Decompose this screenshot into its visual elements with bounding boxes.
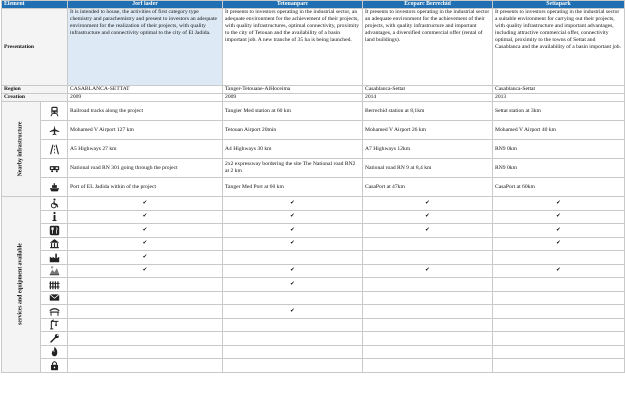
empty-cell <box>68 359 223 373</box>
infrastructure-row <box>2 178 625 197</box>
check-mark: ✔ <box>223 264 363 278</box>
empty-cell <box>363 305 493 319</box>
infrastructure-row <box>2 102 625 121</box>
empty-cell <box>68 291 223 305</box>
check-mark: ✔ <box>363 264 493 278</box>
highway-icon <box>49 144 60 155</box>
region-label: Region <box>2 86 68 94</box>
service-row <box>2 224 625 238</box>
restaurant-icon <box>41 224 68 238</box>
service-row <box>2 345 625 359</box>
check-mark: ✔ <box>68 210 223 224</box>
infrastructure-value: Tanger Med Port at 60 km <box>223 178 363 197</box>
header-project-ecoparc-berrechid: Ecoparc Berrechid <box>363 1 493 9</box>
region-value: Casablanca-Settat <box>363 86 493 94</box>
check-mark: ✔ <box>68 237 223 251</box>
service-row <box>2 264 625 278</box>
factory-icon <box>49 252 60 263</box>
airplane-icon <box>49 125 60 136</box>
creation-value: 2013 <box>493 94 625 102</box>
factory-icon <box>41 251 68 265</box>
empty-cell <box>493 318 625 332</box>
infrastructure-label <box>2 102 41 197</box>
bank-icon <box>41 237 68 251</box>
check-mark: ✔ <box>493 264 625 278</box>
region-value: Casablanca-Settat <box>493 86 625 94</box>
empty-cell <box>493 305 625 319</box>
ship-icon <box>49 182 60 193</box>
empty-cell <box>493 278 625 292</box>
check-mark: ✔ <box>363 210 493 224</box>
service-row <box>2 210 625 224</box>
empty-cell <box>68 278 223 292</box>
road-icon <box>49 163 60 174</box>
empty-cell <box>68 345 223 359</box>
empty-cell <box>223 345 363 359</box>
service-row <box>2 332 625 346</box>
check-mark: ✔ <box>68 197 223 211</box>
check-mark: ✔ <box>493 237 625 251</box>
information-icon <box>41 210 68 224</box>
check-mark: ✔ <box>223 278 363 292</box>
fire-icon <box>41 345 68 359</box>
header-project-tetouanparc: Tetouanparc <box>223 1 363 9</box>
check-mark: ✔ <box>493 210 625 224</box>
waste-treatment-icon <box>49 265 60 276</box>
envelope-icon <box>49 292 60 303</box>
check-mark: ✔ <box>363 224 493 238</box>
empty-cell <box>493 291 625 305</box>
presentation-text: It presents to investors operating in the industrial sector a suitable environment for carrying out their projects, with quality infrastructure and important advantages, including attractive commercial offer, connectivity optimal, proximity to the towns of Settat and Casablanca and the availability of a basin important job. <box>493 9 625 86</box>
infrastructure-value: National road RN 9 at 8,4 km <box>363 159 493 178</box>
region-value: CASABLANCA-SETTAT <box>68 86 223 94</box>
infrastructure-value: Port of EL Jadida within of the project <box>68 178 223 197</box>
highway-icon <box>41 140 68 159</box>
services-label <box>2 197 41 373</box>
empty-cell <box>493 359 625 373</box>
creation-label: Creation <box>2 94 68 102</box>
infrastructure-value: A5 Highways 27 km <box>68 140 223 159</box>
infrastructure-value: A7 Highways 12km <box>363 140 493 159</box>
accessibility-icon <box>41 197 68 211</box>
infrastructure-label-text: Nearby infrastructure <box>17 121 24 177</box>
service-row <box>2 291 625 305</box>
empty-cell <box>223 291 363 305</box>
infrastructure-value: CasaPort at 60km <box>493 178 625 197</box>
tools-icon <box>41 332 68 346</box>
services-section <box>2 197 625 373</box>
infrastructure-value: Mohamed V Airport 40 km <box>493 121 625 140</box>
creation-value: 2009 <box>223 94 363 102</box>
service-row <box>2 318 625 332</box>
empty-cell <box>363 278 493 292</box>
presentation-text: It is intended to house, the activities of first category type chemistry and parachemistry and present to investors an adequate environment for the realization of their projects, with quality infrastructure and connectivity optimal to the city of El Jadida. <box>68 9 223 86</box>
service-row <box>2 237 625 251</box>
empty-cell <box>493 251 625 265</box>
infrastructure-value: Settat station at 3km <box>493 102 625 121</box>
empty-cell <box>363 332 493 346</box>
infrastructure-value: RN9 0km <box>493 159 625 178</box>
check-mark: ✔ <box>493 197 625 211</box>
empty-cell <box>493 332 625 346</box>
empty-cell <box>223 332 363 346</box>
infrastructure-value: Mohamed V Airport 127 km <box>68 121 223 140</box>
train-icon <box>41 102 68 121</box>
infrastructure-value: CasaPort at 47km <box>363 178 493 197</box>
fence-icon <box>49 279 60 290</box>
infrastructure-row <box>2 159 625 178</box>
road-icon <box>41 159 68 178</box>
check-mark: ✔ <box>223 237 363 251</box>
empty-cell <box>68 305 223 319</box>
restaurant-icon <box>49 225 60 236</box>
empty-cell <box>223 251 363 265</box>
empty-cell <box>363 318 493 332</box>
creation-row <box>2 94 625 102</box>
bridge-icon <box>49 306 60 317</box>
header-project-settapark: Settapark <box>493 1 625 9</box>
service-row <box>2 251 625 265</box>
header-row <box>2 1 625 9</box>
check-mark: ✔ <box>493 224 625 238</box>
empty-cell <box>363 251 493 265</box>
creation-value: 2014 <box>363 94 493 102</box>
empty-cell <box>223 318 363 332</box>
header-project-jorf-lasfar: Jorf lasfer <box>68 1 223 9</box>
presentation-row <box>2 9 625 86</box>
airplane-icon <box>41 121 68 140</box>
envelope-icon <box>41 291 68 305</box>
check-mark: ✔ <box>363 197 493 211</box>
infrastructure-value: Berrechid station at 8,1km <box>363 102 493 121</box>
empty-cell <box>223 359 363 373</box>
check-mark: ✔ <box>223 305 363 319</box>
check-mark: ✔ <box>68 264 223 278</box>
infrastructure-value: Tangier Med station at 60 km <box>223 102 363 121</box>
fence-icon <box>41 278 68 292</box>
creation-value: 2009 <box>68 94 223 102</box>
infrastructure-value: Mohamed V Airport 26 km <box>363 121 493 140</box>
empty-cell <box>68 318 223 332</box>
tools-icon <box>49 333 60 344</box>
infrastructure-row <box>2 121 625 140</box>
presentation-label: Presentation <box>2 9 68 86</box>
infrastructure-row <box>2 140 625 159</box>
waste-treatment-icon <box>41 264 68 278</box>
infrastructure-value: A4 Highways 30 km <box>223 140 363 159</box>
lock-icon <box>49 360 60 371</box>
infrastructure-value: Railroad tracks along the project <box>68 102 223 121</box>
services-label-text: services and equipment available <box>17 243 24 326</box>
presentation-text: It presents to investors operating in the industrial sector an adequate environment for the achievement of their projects, with quality infrastructure and important advantages, a diversified commercial offer (rental of land buildings). <box>363 9 493 86</box>
empty-cell <box>363 345 493 359</box>
empty-cell <box>363 359 493 373</box>
region-row <box>2 86 625 94</box>
check-mark: ✔ <box>223 210 363 224</box>
crane-icon <box>49 319 60 330</box>
header-element: Element <box>2 1 68 9</box>
infrastructure-value: RN9 0km <box>493 140 625 159</box>
service-row <box>2 305 625 319</box>
comparison-table <box>1 0 625 373</box>
crane-icon <box>41 318 68 332</box>
lock-icon <box>41 359 68 373</box>
service-row <box>2 359 625 373</box>
infrastructure-value: 2x2 expressway bordering the site The National road RN2 at 2 km <box>223 159 363 178</box>
service-row <box>2 197 625 211</box>
region-value: Tanger-Tetouane-AlHoceima <box>223 86 363 94</box>
information-icon <box>49 211 60 222</box>
bank-icon <box>49 238 60 249</box>
bridge-icon <box>41 305 68 319</box>
check-mark: ✔ <box>223 224 363 238</box>
ship-icon <box>41 178 68 197</box>
empty-cell <box>363 291 493 305</box>
check-mark: ✔ <box>223 197 363 211</box>
empty-cell <box>493 345 625 359</box>
train-icon <box>49 106 60 117</box>
accessibility-icon <box>49 198 60 209</box>
empty-cell <box>68 332 223 346</box>
fire-icon <box>49 346 60 357</box>
check-mark: ✔ <box>68 224 223 238</box>
presentation-text: It presents to investors operating in the industrial sector, an adequate environment for the achievement of their projects, with quality infrastructures, optimal connectivity, proximity to the city of Tetouan and the availability of a basin important job. A new tranche of 35 ha is being launched. <box>223 9 363 86</box>
infrastructure-value: National road RN 301 going through the project <box>68 159 223 178</box>
infrastructure-value: Tetouan Airport 20min <box>223 121 363 140</box>
check-mark: ✔ <box>68 251 223 265</box>
empty-cell <box>363 237 493 251</box>
infrastructure-section <box>2 102 625 197</box>
service-row <box>2 278 625 292</box>
